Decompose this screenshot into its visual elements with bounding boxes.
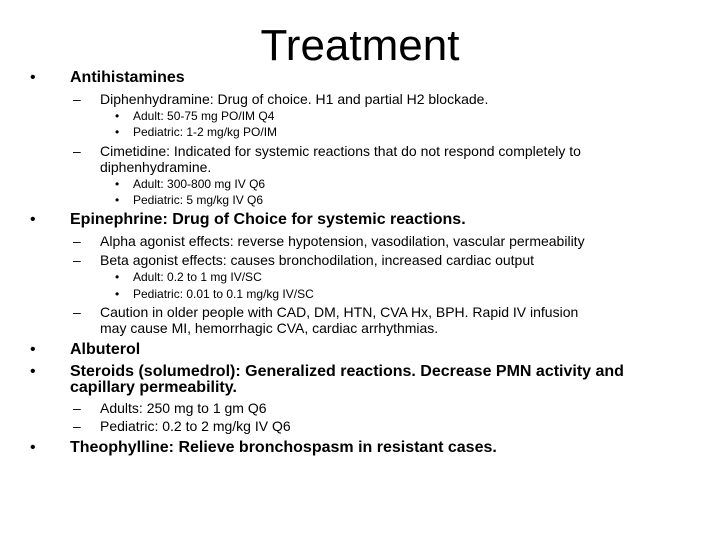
bullet-albuterol <box>30 340 141 359</box>
detail-text: Adult: 300-800 mg IV Q6 <box>133 177 266 191</box>
sub-diphenhydramine <box>73 91 489 107</box>
detail-text: Pediatric: 5 mg/kg IV Q6 <box>133 193 264 207</box>
sub-steroid-adults <box>73 400 267 416</box>
bullet-text: Antihistamines <box>70 69 185 86</box>
detail-text: Pediatric: 1-2 mg/kg PO/IM <box>133 125 278 139</box>
bullet-glyph: • <box>30 341 36 358</box>
detail-text: Pediatric: 0.01 to 0.1 mg/kg IV/SC <box>133 287 314 301</box>
bullet-glyph: • <box>30 439 36 456</box>
bullet-glyph: • <box>115 125 120 139</box>
dash-glyph: – <box>73 304 81 320</box>
bullet-glyph: • <box>115 109 120 123</box>
bullet-antihistamines <box>30 68 185 87</box>
detail-diphen-pediatric <box>115 124 278 140</box>
sub-text: Beta agonist effects: causes bronchodilation, increased cardiac output <box>100 252 535 268</box>
sub-alpha-agonist <box>73 233 585 249</box>
bullet-steroids-continued: capillary permeability. <box>70 379 237 396</box>
sub-cimetidine <box>73 143 581 159</box>
detail-diphen-adult <box>115 108 275 124</box>
sub-caution-continued: may cause MI, hemorrhagic CVA, cardiac arrhythmias. <box>100 320 439 336</box>
bullet-epinephrine <box>30 210 466 229</box>
sub-text: Diphenhydramine: Drug of choice. H1 and partial H2 blockade. <box>100 91 489 107</box>
sub-caution <box>73 304 579 320</box>
bullet-text: Theophylline: Relieve bronchospasm in resistant cases. <box>70 439 497 456</box>
bullet-theophylline <box>30 438 497 457</box>
detail-text: Adult: 0.2 to 1 mg IV/SC <box>133 270 262 284</box>
dash-glyph: – <box>73 400 81 416</box>
detail-text: Adult: 50-75 mg PO/IM Q4 <box>133 109 275 123</box>
dash-glyph: – <box>73 143 81 159</box>
sub-text: Pediatric: 0.2 to 2 mg/kg IV Q6 <box>100 418 291 434</box>
bullet-text: Epinephrine: Drug of Choice for systemic reactions. <box>70 211 466 228</box>
detail-cimet-pediatric <box>115 192 264 208</box>
sub-text: Cimetidine: Indicated for systemic reactions that do not respond completely to <box>100 143 581 159</box>
sub-beta-agonist <box>73 252 535 268</box>
bullet-text: Steroids (solumedrol): Generalized reactions. Decrease PMN activity and <box>70 363 624 380</box>
bullet-glyph: • <box>115 193 120 207</box>
bullet-glyph: • <box>30 363 36 380</box>
dash-glyph: – <box>73 252 81 268</box>
dash-glyph: – <box>73 233 81 249</box>
sub-text: Caution in older people with CAD, DM, HTN, CVA Hx, BPH. Rapid IV infusion <box>100 304 579 320</box>
detail-epi-pediatric <box>115 286 314 302</box>
bullet-glyph: • <box>115 270 120 284</box>
bullet-glyph: • <box>115 177 120 191</box>
detail-epi-adult <box>115 269 262 285</box>
sub-text: Adults: 250 mg to 1 gm Q6 <box>100 400 267 416</box>
slide-title: Treatment <box>260 21 460 70</box>
bullet-text: Albuterol <box>70 341 141 358</box>
bullet-glyph: • <box>30 211 36 228</box>
sub-text: Alpha agonist effects: reverse hypotension, vasodilation, vascular permeability <box>100 233 585 249</box>
sub-steroid-pediatric <box>73 418 291 434</box>
bullet-glyph: • <box>30 69 36 86</box>
detail-cimet-adult <box>115 176 266 192</box>
bullet-glyph: • <box>115 287 120 301</box>
sub-cimetidine-continued: diphenhydramine. <box>100 159 212 175</box>
dash-glyph: – <box>73 91 81 107</box>
dash-glyph: – <box>73 418 81 434</box>
